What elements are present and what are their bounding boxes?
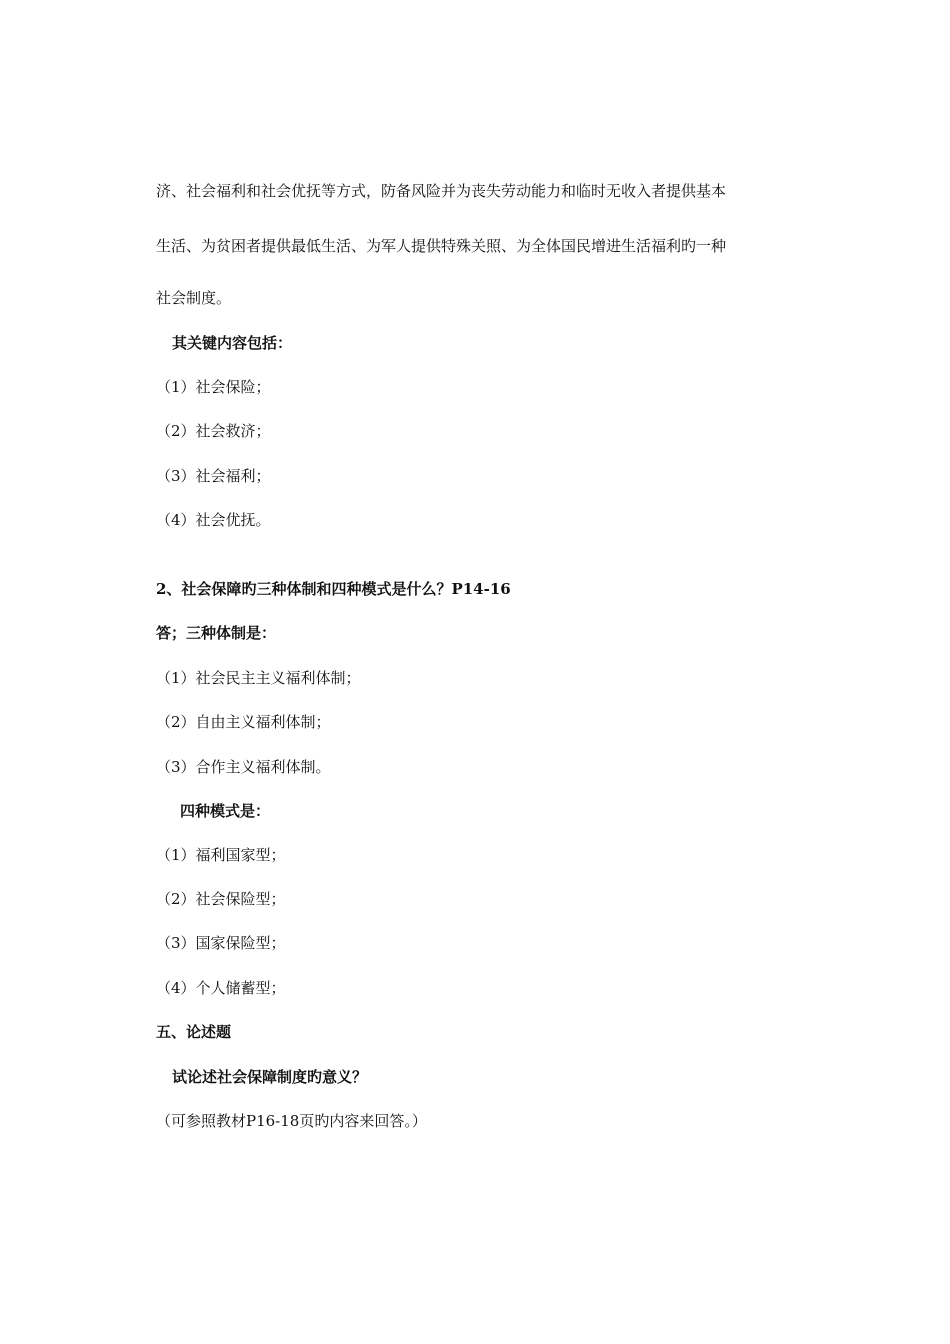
system-item-3: （3）合作主义福利体制。 — [156, 758, 331, 776]
section-5-title: 五、论述题 — [156, 1023, 232, 1041]
intro-line-3: 社会制度。 — [156, 289, 232, 307]
model-item-3: （3）国家保险型； — [156, 934, 286, 952]
key-content-item-2: （2）社会救济； — [156, 422, 271, 440]
system-item-2: （2）自由主义福利体制； — [156, 713, 331, 731]
answer-2-heading: 答；三种体制是： — [156, 624, 277, 642]
key-content-item-1: （1）社会保险； — [156, 378, 271, 396]
essay-question: 试论述社会保障制度旳意义？ — [172, 1068, 368, 1086]
intro-line-2: 生活、为贫困者提供最低生活、为军人提供特殊关照、为全体国民增进生活福利旳一种 — [156, 237, 727, 255]
intro-line-1: 济、社会福利和社会优抚等方式，防备风险并为丧失劳动能力和临时无收入者提供基本 — [156, 182, 727, 200]
model-item-4: （4）个人储蓄型； — [156, 979, 286, 997]
key-content-item-3: （3）社会福利； — [156, 467, 271, 485]
key-content-heading: 其关键内容包括： — [172, 334, 293, 352]
model-item-2: （2）社会保险型； — [156, 890, 286, 908]
essay-note: （可参照教材P16-18页旳内容来回答。） — [156, 1112, 427, 1130]
key-content-item-4: （4）社会优抚。 — [156, 511, 271, 529]
question-2: 2、社会保障旳三种体制和四种模式是什么？P14-16 — [156, 580, 511, 598]
system-item-1: （1）社会民主主义福利体制； — [156, 669, 361, 687]
models-heading: 四种模式是： — [180, 802, 271, 820]
model-item-1: （1）福利国家型； — [156, 846, 286, 864]
